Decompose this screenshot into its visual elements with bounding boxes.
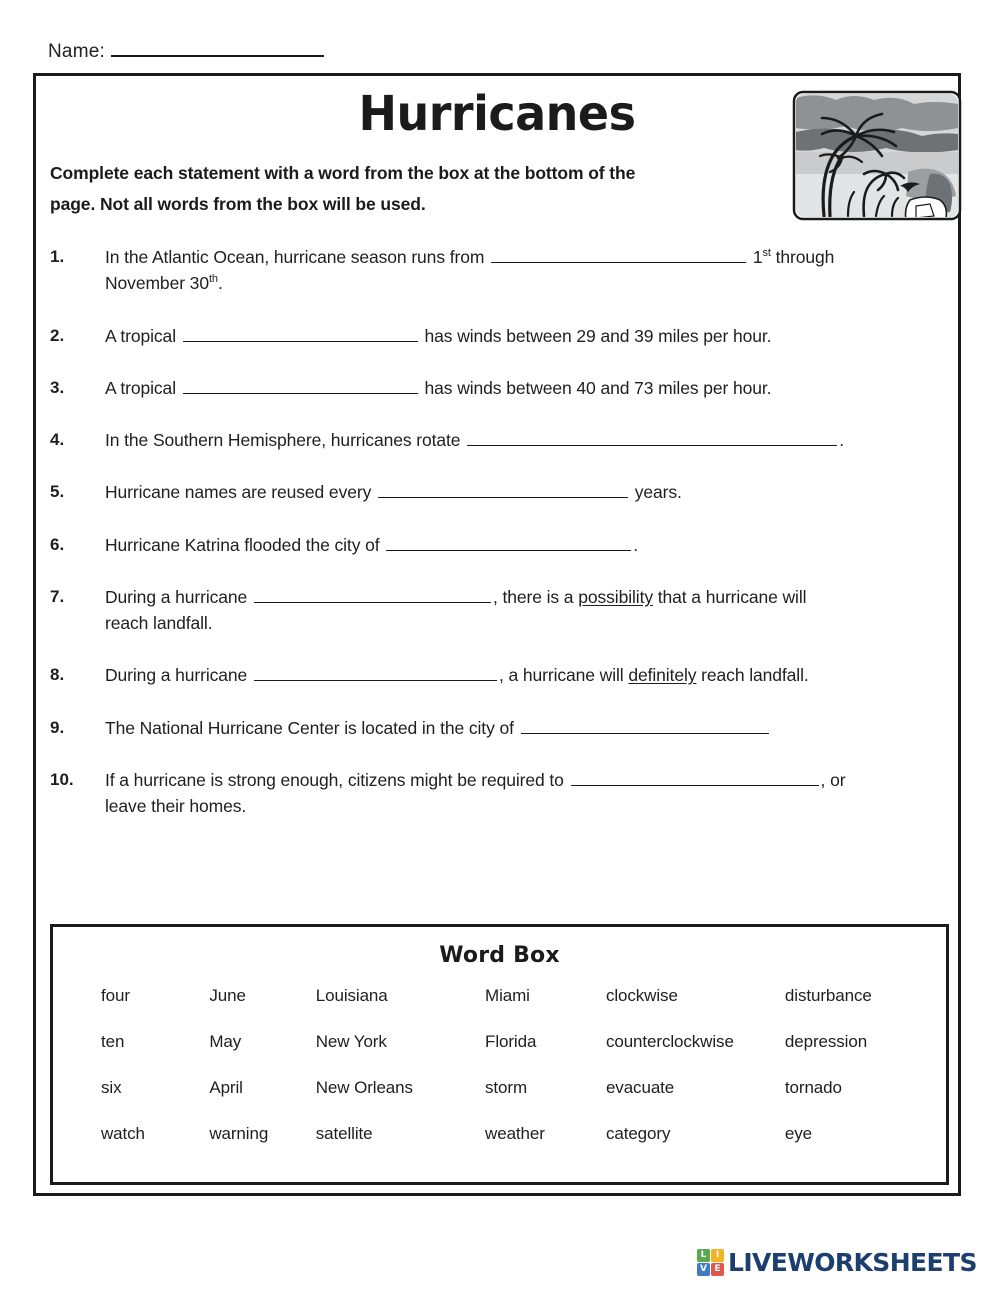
word-box-word[interactable]: disturbance [784,986,872,1005]
word-box [50,924,949,1185]
word-box-word[interactable]: clockwise [605,986,678,1005]
question-text-post2: through [770,247,835,267]
question-text-post: has winds between 40 and 73 miles per hour. [424,377,772,398]
word-box-row [101,1124,930,1144]
instructions [50,158,750,219]
question-item [50,323,946,349]
emphasized-word: possibility [578,586,653,607]
question-text-line2: leave their homes. [105,796,247,816]
question-text-pre: Hurricane names are reused every [105,482,372,503]
question-text-pre: In the Southern Hemisphere, hurricanes rotate [105,430,461,450]
question-text [105,323,946,349]
worksheet-frame [33,73,961,1196]
question-text-post-a: , a hurricane will [498,665,629,686]
word-box-word[interactable]: warning [209,1124,269,1143]
question-text-pre: The National Hurricane Center is located in the city of [105,717,514,738]
question-text-line2: reach landfall. [105,613,213,633]
question-item [50,479,946,505]
question-text [105,375,946,401]
question-text [105,427,946,453]
instructions-line-2: page. Not all words from the box will be used. [50,193,426,214]
question-item [50,532,946,558]
answer-blank[interactable] [254,587,491,603]
question-text-pre: A tropical [105,377,176,398]
question-number: 4. [50,430,65,449]
hurricane-palm-trees-clipart [790,88,964,223]
question-item [50,715,946,741]
word-box-word[interactable]: weather [485,1124,545,1143]
question-text [105,532,946,558]
page-title: Hurricanes [358,84,636,142]
name-label: Name: [48,41,105,62]
question-text-pre: Hurricane Katrina flooded the city of [105,534,380,555]
word-box-word[interactable]: satellite [315,1124,373,1143]
word-box-word[interactable]: May [209,1032,242,1051]
word-box-word[interactable]: evacuate [605,1078,675,1097]
question-text-pre: In the Atlantic Ocean, hurricane season runs from [105,247,485,267]
word-box-word[interactable]: six [101,1078,122,1097]
question-text [105,662,946,688]
answer-blank[interactable] [183,378,418,394]
question-number: 7. [50,586,65,606]
word-box-word[interactable]: New York [315,1032,387,1051]
word-box-row [101,1078,930,1098]
question-item [50,244,946,297]
answer-blank[interactable] [571,770,819,786]
word-box-word[interactable]: eye [784,1124,813,1143]
question-item [50,375,946,401]
question-text-post: . [633,534,639,555]
question-item [50,662,946,688]
liveworksheets-logo[interactable] [697,1248,977,1277]
word-box-word[interactable]: ten [101,1032,125,1051]
answer-blank[interactable] [467,430,837,446]
word-box-word[interactable]: Miami [485,986,530,1005]
question-number: 10. [50,769,74,789]
question-text [105,479,946,505]
question-text [105,715,946,741]
word-box-word[interactable]: watch [101,1124,145,1143]
word-box-word[interactable]: Louisiana [315,986,388,1005]
word-box-row [101,986,930,1006]
question-text-post-a: , there is a [492,586,579,607]
question-item [50,767,946,820]
question-line2-post: . [217,273,223,294]
answer-blank[interactable] [254,665,497,681]
name-row [48,40,324,63]
question-text-post-b: reach landfall. [696,665,809,686]
answer-blank[interactable] [491,247,746,263]
question-line2-pre: November 30 [105,273,209,294]
logo-tile-e: E [711,1263,724,1276]
question-number: 1. [50,247,65,266]
word-box-word[interactable]: four [101,986,130,1005]
question-text-post: , or [820,769,846,790]
question-text-post: . [839,430,844,450]
question-number: 9. [50,717,65,737]
word-box-word[interactable]: June [209,986,246,1005]
question-item [50,427,946,453]
question-number: 2. [50,325,65,345]
word-box-word[interactable]: tornado [784,1078,842,1097]
question-text-pre: During a hurricane [105,586,248,607]
question-item [50,584,946,637]
word-box-word[interactable]: April [209,1078,243,1097]
question-list [50,244,946,845]
word-box-word[interactable]: Florida [485,1032,537,1051]
name-input-blank[interactable] [111,40,324,57]
ordinal-suffix: st [762,247,771,260]
instructions-line-1: Complete each statement with a word from the box at the bottom of the [50,163,636,183]
word-box-row [101,1032,930,1052]
question-text-post: has winds between 29 and 39 miles per hour. [424,325,772,346]
answer-blank[interactable] [386,535,631,551]
question-text-pre: If a hurricane is strong enough, citizens might be required to [105,769,564,790]
question-text-line2 [105,270,946,296]
question-text [105,584,946,637]
answer-blank[interactable] [183,326,418,342]
logo-tile-l: L [697,1249,710,1262]
word-box-word[interactable]: category [605,1124,671,1143]
answer-blank[interactable] [521,718,769,734]
question-text-pre: During a hurricane [105,665,248,686]
word-box-word[interactable]: counterclockwise [605,1032,734,1051]
word-box-word[interactable]: depression [784,1032,868,1051]
logo-tile-i: I [711,1249,724,1262]
question-text [105,244,946,297]
logo-tile-v: V [697,1263,710,1276]
ordinal-suffix: th [208,273,218,286]
word-box-word[interactable]: New Orleans [315,1078,413,1097]
question-text [105,767,946,820]
word-box-word[interactable]: storm [485,1078,528,1097]
logo-tiles [697,1249,724,1276]
logo-wordmark: LIVEWORKSHEETS [728,1248,977,1277]
answer-blank[interactable] [378,482,628,498]
question-number: 6. [50,534,65,554]
question-number: 3. [50,377,65,397]
question-text-post-b: that a hurricane will [652,586,807,607]
question-text-post: 1 [752,247,763,267]
emphasized-word: definitely [628,665,697,686]
question-number: 8. [50,665,65,685]
word-box-title: Word Box [439,943,560,968]
word-box-grid [53,986,946,1144]
question-text-post: years. [634,482,682,503]
question-number: 5. [50,482,65,502]
question-text-pre: A tropical [105,325,176,346]
